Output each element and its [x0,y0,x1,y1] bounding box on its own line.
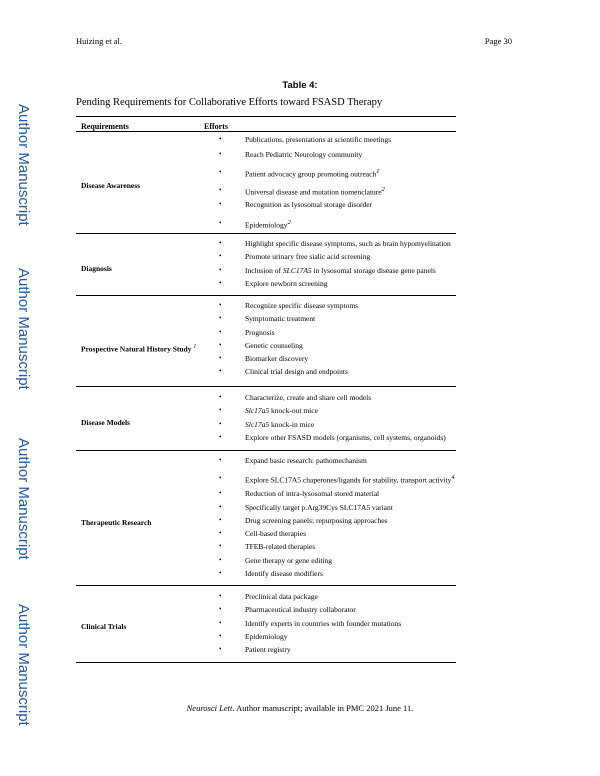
list-item: • Inclusion of SLC17A5 in lysosomal storage disease gene panels [219,264,451,277]
row-divider [76,295,456,296]
column-header-efforts: Efforts [204,122,228,131]
efforts-list-natural-history-study [219,299,358,379]
row-divider [76,386,456,387]
list-item: • Symptomatic treatment [219,312,358,325]
table-title: Pending Requirements for Collaborative Efforts toward FSASD Therapy [76,97,383,108]
list-item: • Drug screening panels; repurposing approaches [219,514,455,527]
table-top-rule [76,116,456,117]
running-header-authors: Huizing et al. [76,36,123,46]
list-item: • Identify experts in countries with founder mutations [219,617,401,630]
list-item: • Recognize specific disease symptoms [219,299,358,312]
list-item: • Recognition as lysosomal storage disorder [219,198,391,213]
list-item: • Highlight specific disease symptoms, such as brain hypomyelination [219,237,451,250]
list-item: • Characterize, create and share cell models [219,391,446,404]
list-item: • Slc17a5 knock-in mice [219,418,446,431]
list-item: • Reach Pediatric Neurology community [219,148,391,163]
author-manuscript-watermark: Author Manuscript [15,104,32,226]
list-item: • Prognosis [219,326,358,339]
list-item: • Epidemiology$^2$ [219,213,391,231]
list-item: • Reduction of intra-lysosomal stored material [219,487,455,500]
list-item: • Slc17a5 knock-out mice [219,404,446,417]
list-item: • Patient advocacy group promoting outreach$^1$ [219,162,391,180]
column-header-requirements: Requirements [81,122,129,131]
requirement-therapeutic-research: Therapeutic Research [81,518,152,527]
page-number: Page 30 [484,36,512,46]
efforts-list-clinical-trials [219,590,401,656]
list-item: • Epidemiology [219,630,401,643]
list-item: • Expand basic research: pathomechanism [219,454,455,467]
list-item: • Preclinical data package [219,590,401,603]
list-item: • Explore other FSASD models (organisms, cell systems, organoids) [219,431,446,444]
row-divider [76,233,456,234]
list-item: • Universal disease and mutation nomenclature$^2$ [219,180,391,198]
header-rule [76,131,456,132]
table-caption: Table 4: [282,80,318,91]
list-item: • Biomarker discovery [219,352,358,365]
list-item: • Clinical trial design and endpoints [219,365,358,378]
list-item: • Promote urinary free sialic acid screening [219,250,451,263]
efforts-list-disease-awareness [219,133,391,231]
list-item: • TFEB-related therapies [219,540,455,553]
list-item: • Cell-based therapies [219,527,455,540]
list-item: • Patient registry [219,643,401,656]
list-item: • Pharmaceutical industry collaborator [219,603,401,616]
efforts-list-therapeutic-research [219,454,455,580]
list-item: • Explore SLC17A5 chaperones/ligands for stability, transport activity$^4$ [219,467,455,487]
table-bottom-rule [76,662,456,663]
requirement-disease-models: Disease Models [81,418,130,427]
requirement-diagnosis: Diagnosis [81,264,112,273]
requirement-natural-history-study: Prospective Natural History Study $^1$ [81,344,197,354]
requirement-disease-awareness: Disease Awareness [81,181,141,190]
list-item: • Explore newborn screening [219,277,451,290]
list-item: • Gene therapy or gene editing [219,554,455,567]
list-item: • Identify disease modifiers [219,567,455,580]
requirement-clinical-trials: Clinical Trials [81,622,127,631]
page-footer: Neurosci Lett. Author manuscript; available in PMC 2021 June 11. [186,703,414,713]
list-item: • Genetic counseling [219,339,358,352]
efforts-list-diagnosis [219,237,451,290]
list-item: • Publications, presentations at scientific meetings [219,133,391,148]
author-manuscript-watermark: Author Manuscript [15,604,32,726]
author-manuscript-watermark: Author Manuscript [15,438,32,560]
efforts-list-disease-models [219,391,446,444]
list-item: • Specifically target p.Arg39Cys SLC17A5 variant [219,501,455,514]
row-divider [76,450,456,451]
row-divider [76,585,456,586]
author-manuscript-watermark: Author Manuscript [15,268,32,390]
